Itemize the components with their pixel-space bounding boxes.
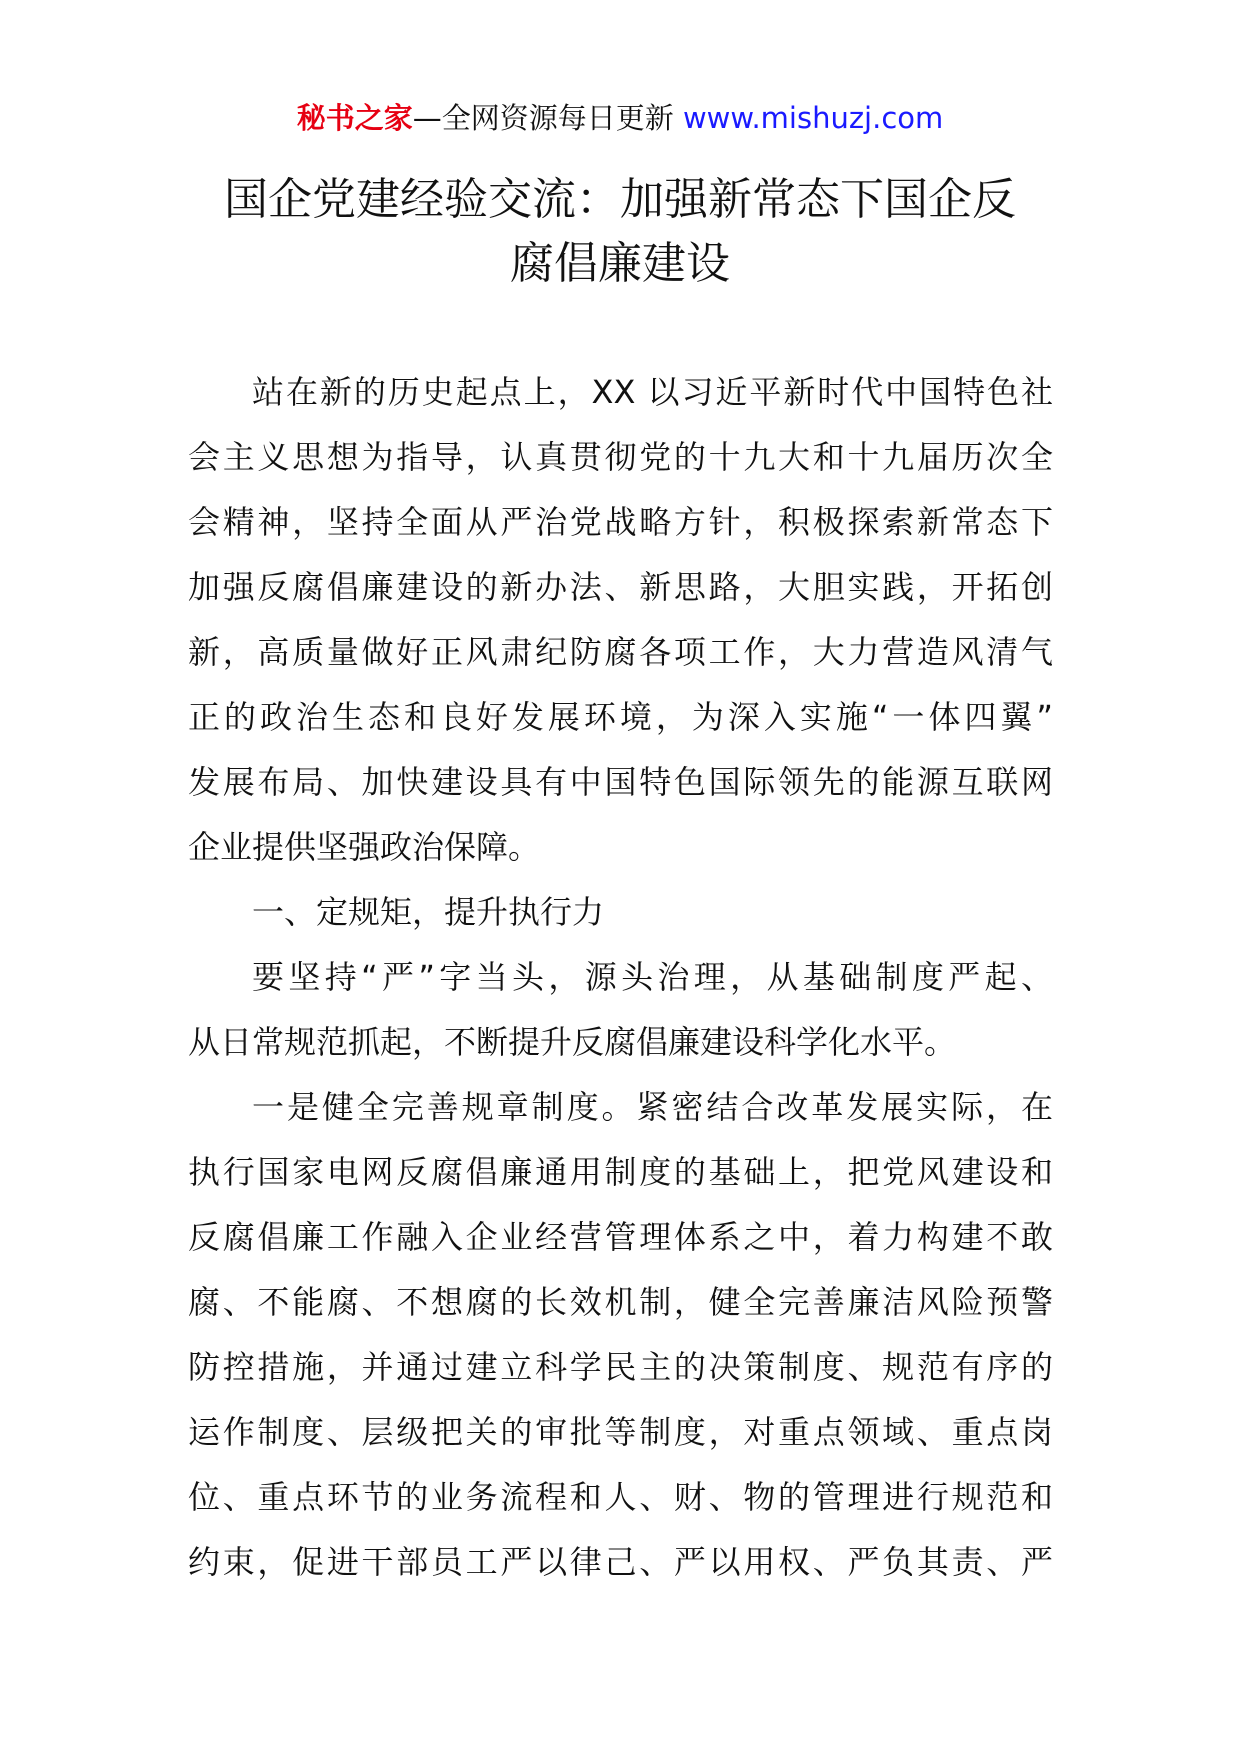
document-body bbox=[188, 360, 1053, 1595]
body-line: 约束，促进干部员工严以律己、严以用权、严负其责、严 bbox=[188, 1543, 1053, 1581]
body-line: 从日常规范抓起，不断提升反腐倡廉建设科学化水平。 bbox=[188, 1023, 957, 1061]
body-line: 新，高质量做好正风肃纪防腐各项工作，大力营造风清气 bbox=[188, 633, 1053, 671]
body-line: 站在新的历史起点上，XX 以习近平新时代中国特色社 bbox=[252, 373, 1053, 411]
body-line: 防控措施，并通过建立科学民主的决策制度、规范有序的 bbox=[188, 1348, 1053, 1386]
body-line: 运作制度、层级把关的审批等制度，对重点领域、重点岗 bbox=[188, 1413, 1053, 1451]
site-brand: 秘书之家 bbox=[296, 101, 413, 135]
body-line: 会主义思想为指导，认真贯彻党的十九大和十九届历次全 bbox=[188, 438, 1053, 476]
body-line: 执行国家电网反腐倡廉通用制度的基础上，把党风建设和 bbox=[188, 1153, 1053, 1191]
site-url-link[interactable]: www.mishuzj.com bbox=[682, 101, 944, 135]
body-line: 反腐倡廉工作融入企业经营管理体系之中，着力构建不敢 bbox=[188, 1218, 1053, 1256]
body-line: 一是健全完善规章制度。紧密结合改革发展实际，在 bbox=[252, 1088, 1053, 1126]
document-title bbox=[150, 168, 1090, 296]
body-line: 发展布局、加快建设具有中国特色国际领先的能源互联网 bbox=[188, 763, 1053, 801]
title-line-1: 国企党建经验交流：加强新常态下国企反 bbox=[224, 174, 1016, 225]
site-tagline: —全网资源每日更新 bbox=[412, 101, 674, 135]
body-line: 加强反腐倡廉建设的新办法、新思路，大胆实践，开拓创 bbox=[188, 568, 1053, 606]
body-line: 正的政治生态和良好发展环境，为深入实施“一体四翼” bbox=[188, 698, 1053, 736]
body-line: 位、重点环节的业务流程和人、财、物的管理进行规范和 bbox=[188, 1478, 1053, 1516]
site-header bbox=[0, 98, 1240, 138]
title-line-2: 腐倡廉建设 bbox=[510, 238, 730, 289]
body-line: 会精神，坚持全面从严治党战略方针，积极探索新常态下 bbox=[188, 503, 1053, 541]
body-line: 企业提供坚强政治保障。 bbox=[188, 828, 541, 866]
section-heading: 一、定规矩，提升执行力 bbox=[252, 893, 605, 931]
body-line: 腐、不能腐、不想腐的长效机制，健全完善廉洁风险预警 bbox=[188, 1283, 1053, 1321]
body-line: 要坚持“严”字当头，源头治理，从基础制度严起、 bbox=[252, 958, 1053, 996]
